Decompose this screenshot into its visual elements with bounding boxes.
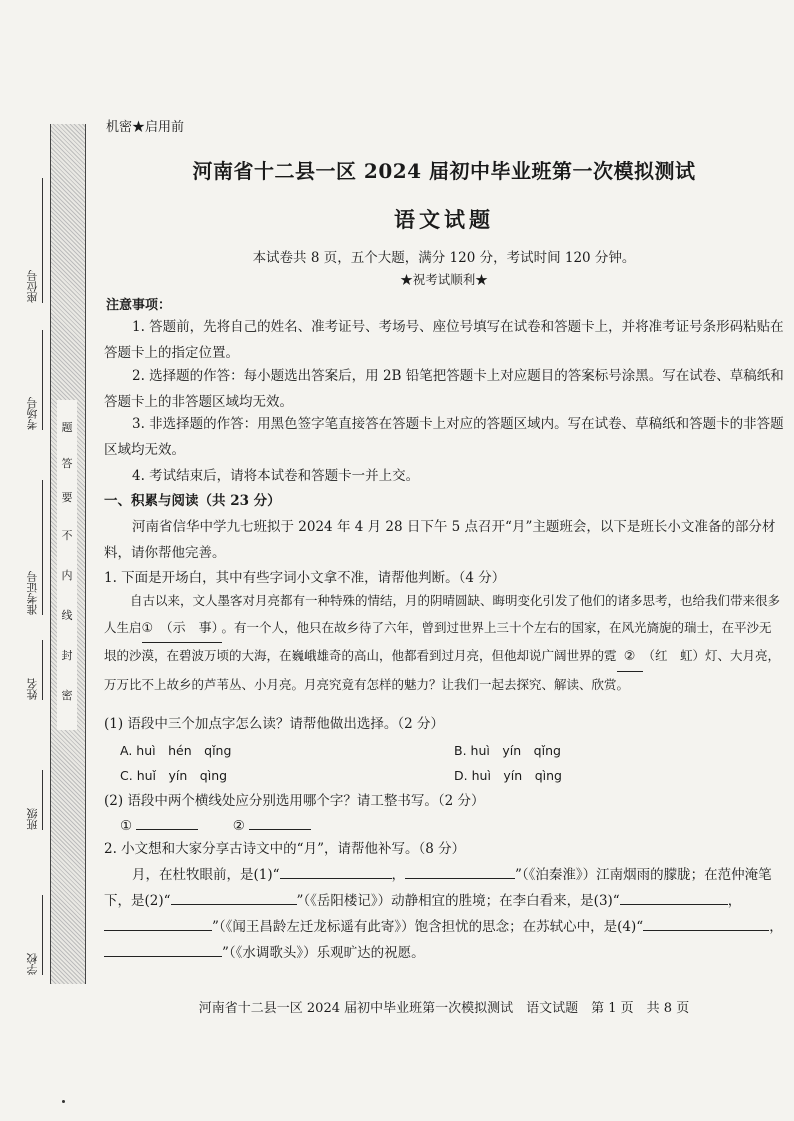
binding-margin	[0, 0, 100, 1121]
notes-heading: 注意事项：	[106, 298, 172, 313]
poem-blank[interactable]	[171, 890, 297, 905]
answer-blank-1[interactable]	[136, 815, 198, 830]
question-1-sub-1: (1) 语段中三个加点字怎么读？请帮他做出选择。（2 分）	[104, 716, 445, 732]
poem-blank[interactable]	[620, 890, 728, 905]
seal-char: 密	[61, 689, 73, 702]
section-intro: 河南省信华中学九七班拟于 2024 年 4 月 28 日下午 5 点召开“月”主题班会，以下是班长小文准备的部分材料，请你帮他完善。	[104, 519, 776, 561]
seal-char: 不	[61, 529, 73, 542]
passage-text: 。有一个人，他只在故乡待了六年，曾到过世界上三十个左右的国家，在风光旖旎的瑞士，在平沙无垠的沙漠，在碧波万顷的大海，在巍峨雄奇的高山，他都看到过月亮，但他却说广阔世界的霓	[104, 619, 772, 663]
admission-number-line	[42, 480, 43, 615]
choice-d[interactable]	[454, 766, 562, 784]
seal-char: 线	[61, 609, 73, 622]
question-1-sub-2: (2) 语段中两个横线处应分别选用哪个字？请工整书写。（2 分）	[104, 793, 485, 809]
choice-c[interactable]	[120, 766, 227, 784]
choice-text: huì yín qìng	[471, 768, 562, 783]
poem-text: ”（《闻王昌龄左迁龙标遥有此寄》）饱含担忧的思念；在苏轼心中，是(4)“	[212, 919, 644, 935]
choice-text: huǐ yín qìng	[136, 768, 228, 783]
answer-label-1: ①	[120, 818, 133, 834]
answer-blank-2[interactable]	[249, 815, 311, 830]
admission-number-label: 准考证号	[26, 571, 39, 615]
admission-number-field[interactable]	[24, 480, 46, 615]
blank-2-options: （红 虹）	[642, 648, 706, 663]
scan-speck	[62, 1100, 65, 1103]
exam-room-line	[42, 330, 43, 430]
good-luck-line: ★祝考试顺利★	[400, 272, 488, 287]
question-1-stem: 1. 下面是开场白，其中有些字词小文拿不准，请帮他判断。（4 分）	[104, 570, 506, 586]
note-item: 1. 答题前，先将自己的姓名、准考证号、考场号、座位号填写在试卷和答题卡上，并将准考证号条形码粘贴在答题卡上的指定位置。	[104, 319, 784, 361]
poem-text: ”（《泊秦淮》）江南烟雨的朦胧；在范仲淹笔下，是(2)“	[104, 867, 772, 909]
poem-blank[interactable]	[405, 864, 515, 879]
question-2-body	[104, 862, 784, 966]
poem-text: 月，在杜牧眼前，是(1)“	[132, 867, 280, 883]
answer-label-2: ②	[232, 818, 245, 834]
section-heading: 一、积累与阅读（共 23 分）	[104, 493, 281, 509]
class-label: 班级	[26, 808, 39, 830]
choice-key: B.	[454, 743, 467, 758]
class-line	[42, 770, 43, 830]
seal-char: 要	[61, 491, 73, 504]
choice-key: A.	[120, 743, 133, 758]
poem-text: ，	[727, 893, 742, 909]
class-field[interactable]	[24, 770, 46, 830]
choice-a[interactable]	[120, 741, 231, 759]
question-1-passage	[104, 588, 784, 698]
poem-text: ”（《水调歌头》）乐观旷达的祝愿。	[222, 945, 425, 961]
exam-info: 本试卷共 8 页，五个大题，满分 120 分，考试时间 120 分钟。	[252, 250, 636, 266]
confidential-mark: 机密★启用前	[106, 120, 185, 135]
seal-char: 封	[61, 649, 73, 662]
seal-notice	[57, 400, 77, 730]
seal-char: 答	[61, 457, 73, 470]
seal-char: 内	[61, 569, 73, 582]
note-item: 2. 选择题的作答：每小题选出答案后，用 2B 铅笔把答题卡上对应题目的答案标号涂黑。写在试卷、草稿纸和答题卡上的非答题区域均无效。	[104, 368, 784, 410]
seat-number-field[interactable]	[24, 178, 46, 303]
seat-number-label: 座位号	[26, 270, 39, 303]
exam-room-label: 考场号	[26, 397, 39, 430]
poem-blank[interactable]	[280, 864, 392, 879]
passage-blank-2[interactable]: ②	[617, 644, 643, 672]
school-field[interactable]	[24, 895, 46, 975]
poem-blank[interactable]	[104, 942, 222, 957]
exam-room-field[interactable]	[24, 330, 46, 430]
name-field[interactable]	[24, 640, 46, 700]
answer-row	[120, 815, 311, 834]
exam-title: 河南省十二县一区 2024 届初中毕业班第一次模拟测试	[192, 159, 696, 183]
note-item: 3. 非选择题的作答：用黑色签字笔直接答在答题卡上对应的答题区域内。写在试卷、草稿纸和答题卡的非答题区域均无效。	[104, 416, 784, 458]
poem-blank[interactable]	[643, 916, 769, 931]
poem-text: ”（《岳阳楼记》）动静相宜的胜境；在李白看来，是(3)“	[296, 893, 620, 909]
seal-char: 题	[61, 421, 73, 434]
school-line	[42, 895, 43, 975]
choice-text: huì hén qǐng	[136, 743, 232, 758]
seat-number-line	[42, 178, 43, 303]
choice-b[interactable]	[454, 741, 561, 759]
choice-key: D.	[454, 768, 468, 783]
name-line	[42, 640, 43, 700]
poem-text: ，	[769, 919, 783, 935]
passage-text: 自古以来，文人墨客对月亮都有一种特殊的情结，月的阴晴圆缺、晦明变化引发了他们的诸多思考，也给我们带来很多人生启	[104, 593, 781, 635]
name-label: 姓名	[26, 678, 39, 700]
passage-text: 灯、大月亮，万万比不上故乡的芦苇丛、小月亮。月亮究竟有怎样的魅力？让我们一起去探究、解读、欣赏。	[104, 648, 781, 692]
poem-blank[interactable]	[104, 916, 212, 931]
subject-title: 语文试题	[394, 207, 494, 232]
page-footer: 河南省十二县一区 2024 届初中毕业班第一次模拟测试 语文试题 第 1 页 共 8 页	[198, 1001, 690, 1016]
choice-text: huì yín qǐng	[470, 743, 561, 758]
school-label: 学校	[26, 953, 39, 975]
note-item: 4. 考试结束后，请将本试卷和答题卡一并上交。	[132, 468, 420, 484]
passage-blank-1[interactable]: ① （示 事）	[142, 616, 222, 644]
question-2-stem: 2. 小文想和大家分享古诗文中的“月”，请帮他补写。（8 分）	[104, 841, 466, 857]
poem-text: ，	[391, 867, 406, 883]
choice-key: C.	[120, 768, 133, 783]
